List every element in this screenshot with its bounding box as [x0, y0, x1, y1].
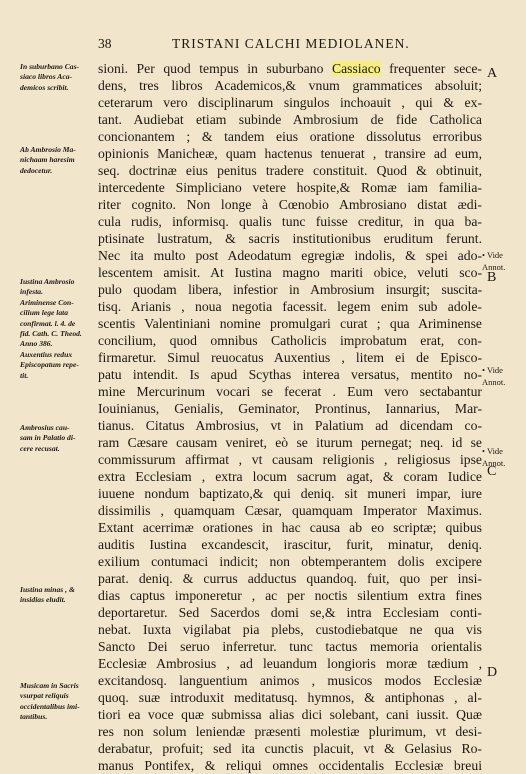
text-segment: deportaretur. Sed Sacerdos domi se,& intra Ecclesiam conti-	[98, 605, 482, 620]
text-segment: frequenter sece-	[380, 61, 482, 76]
margin-note-line: Iustina Ambrosio	[20, 277, 75, 286]
text-segment: lescentem amisit. At Iustina magno mariti obice, veluti sco-	[98, 265, 482, 280]
margin-note-line: demicos scribit.	[20, 82, 69, 92]
text-segment: manus Pontifex, & reliqui omnes occidentalis Ecclesiæ breui	[98, 758, 482, 773]
text-line	[98, 179, 482, 196]
text-line	[98, 604, 482, 621]
text-segment: scentis Valentiniani nomine promulgari curat ; qua Ariminense	[98, 316, 482, 331]
section-letter: B	[487, 270, 497, 285]
text-segment: parat. deniq. & currus adductus quandoq. fuit, quo per insi-	[98, 571, 482, 586]
margin-note-line: dedocetur.	[20, 165, 53, 175]
text-segment: exilium contumaci indicit; non obtemperantem dolis excipere	[98, 554, 482, 569]
section-letter: C	[487, 464, 497, 479]
text-segment: Ecclesiæ Ambrosius , ad leuandum longioris moræ tædium ,	[98, 656, 482, 671]
vide-annot-note: • Vide	[482, 250, 503, 260]
text-line	[98, 417, 482, 434]
text-segment: intercedente Simpliciano vetere hospite,& Romæ iam familia-	[98, 180, 482, 195]
text-segment: mine Mercurinum vocari se fecerat . Eum vero sectabantur	[98, 384, 482, 399]
text-segment: pulo quodam libera, infestior in Ambrosium insurgit; suscita-	[98, 282, 482, 297]
text-line	[98, 77, 482, 94]
text-segment: tisq. Arianis , noua negotia facessit. legem enim sub adole-	[98, 299, 482, 314]
margin-note-line: Ariminense Con-	[20, 297, 74, 307]
vide-annot-note: Annot.	[482, 262, 506, 272]
text-line	[98, 502, 482, 519]
margin-note-line: Ambrosius cau-	[20, 423, 70, 432]
text-line	[98, 315, 482, 332]
text-segment: excitandosq. languentium animos , musicos modos Ecclesiæ	[98, 673, 482, 688]
text-segment: firmaretur. Simul reuocatus Auxentius , litem ei de Episco-	[98, 350, 482, 365]
margin-note	[20, 681, 92, 723]
margin-note-line: siaco libros Aca-	[20, 72, 73, 82]
margin-note-line: tit.	[20, 370, 29, 380]
text-line	[98, 706, 482, 723]
text-segment: concilium, quod omnibus Catholicis improbatum erat, con-	[98, 333, 482, 348]
vide-annot-note: Annot.	[482, 458, 506, 468]
text-line	[98, 128, 482, 145]
text-line	[98, 349, 482, 366]
vide-annot-note: Annot.	[482, 377, 506, 387]
vide-annot-note: • Vide	[482, 365, 503, 375]
text-segment: quoq. suæ introduxit meditatusq. hymnos, & antiphonas , al-	[98, 690, 482, 705]
text-line	[98, 94, 482, 111]
text-line	[98, 553, 482, 570]
margin-note-line: infesta.	[20, 287, 43, 297]
text-segment: dias captus imponeretur , ac per noctis silentium extra fines	[98, 588, 482, 603]
text-segment: sioni. Per quod tempus in suburbano	[98, 61, 332, 76]
margin-note-line: nichaam haresim	[20, 155, 75, 165]
text-line	[98, 298, 482, 315]
text-segment: tiori ea voce quæ submissa alias dici solebant, cani iussit. Quæ	[98, 707, 482, 722]
section-letter: D	[487, 665, 498, 680]
margin-note	[20, 423, 92, 454]
text-line	[98, 400, 482, 417]
text-segment: tianus. Citatus Ambrosius, vt in Palatium ad dicendam co-	[98, 418, 482, 433]
text-line	[98, 111, 482, 128]
margin-note-line: Auxentius redux	[20, 349, 73, 359]
text-segment: res non solum leniendæ præsenti molestiæ plurimum, vt desi-	[98, 724, 482, 739]
text-line	[98, 621, 482, 638]
text-segment: riter cognito. Non longe à Cœnobio Ambrosiano distat ædi-	[98, 197, 482, 212]
text-line	[98, 638, 482, 655]
margin-note-line: In suburbano Cas-	[20, 62, 80, 71]
text-line	[98, 570, 482, 587]
margin-note	[20, 145, 92, 176]
margin-note-line: Musicam in Sacris	[20, 681, 79, 690]
margin-note-line: tantibus.	[20, 712, 48, 722]
text-line	[98, 451, 482, 468]
text-line	[98, 196, 482, 213]
margin-note	[20, 277, 92, 381]
margin-note-line: cere recusat.	[20, 443, 60, 453]
text-line	[98, 145, 482, 162]
margin-note-line: insidias eludit.	[20, 595, 66, 605]
running-title: TRISTANI CALCHI MEDIOLANEN.	[172, 36, 410, 51]
margin-note-line: Ab Ambrosio Ma-	[20, 145, 76, 154]
text-line	[98, 434, 482, 451]
margin-note	[20, 62, 92, 93]
text-line	[98, 485, 482, 502]
margin-note-line: Iustina minas , &	[20, 585, 75, 594]
text-line	[98, 230, 482, 247]
text-line	[98, 723, 482, 740]
text-line	[98, 366, 482, 383]
text-line	[98, 587, 482, 604]
text-segment: concionantem ; & tandem eius oratione dissolutus erroribus	[98, 129, 482, 144]
text-line	[98, 332, 482, 349]
text-line	[98, 468, 482, 485]
margin-note-line: fid. Cath. C. Theod.	[20, 329, 82, 339]
text-segment: derabatur, profuit; sed ita cunctis placuit, vt & Gelasius Ro-	[98, 741, 482, 756]
text-line	[98, 689, 482, 706]
text-segment: Sancto Dei seruo inferretur. tunc tactus memoria orientalis	[98, 639, 482, 654]
text-segment: opinionis Manicheæ, quam hactenus tenuerat , transire ad eum,	[98, 146, 482, 161]
text-segment: Iouinianus, Genialis, Geminator, Prontinus, Iannarius, Mar-	[98, 401, 482, 416]
text-segment: iuuene nondum baptizato,& qui deniq. sit muneri impar, iure	[98, 486, 482, 501]
margin-note-line: Episcopatum repe-	[20, 360, 79, 370]
text-line	[98, 264, 482, 281]
text-segment: ptisinate lustratum, & sacris institutionibus eruditum ferunt.	[98, 231, 482, 246]
text-segment: commissurum affirmat , vt causam religionis , religiosus ipse	[98, 452, 482, 467]
text-line	[98, 281, 482, 298]
margin-note-line: confirmat. l. 4. de	[20, 318, 76, 328]
text-segment: ram Cæsare causam veniret, eò se iturum pernegat; neq. id se	[98, 435, 482, 450]
section-letter: A	[487, 66, 498, 81]
highlighted-word: Cassiaco	[331, 61, 381, 76]
margin-note-line: Anno 386.	[20, 339, 53, 349]
text-line	[98, 162, 482, 179]
page-number: 38	[98, 36, 112, 51]
text-segment: seq. doctrinæ eius penitus tradere constituit. Quod & obtinuit,	[98, 163, 482, 178]
margin-note-line: cilium lege lata	[20, 308, 69, 318]
text-line	[98, 213, 482, 230]
margin-note	[20, 585, 92, 606]
text-segment: dens, tres libros Academicos,& vnum grammatices absoluit;	[98, 78, 482, 93]
margin-note-line: sam in Palatio di-	[20, 433, 76, 443]
text-line	[98, 519, 482, 536]
margin-note-line: vsurpat reliquis	[20, 691, 69, 701]
text-segment: cula rudis, informisq. qualis tunc fuisse creditur, in qua ba-	[98, 214, 482, 229]
vide-annot-note: • Vide	[482, 446, 503, 456]
text-segment: Extant acerrimæ orationes in hac causa ab eo scriptæ; quibus	[98, 520, 482, 535]
text-line	[98, 383, 482, 400]
text-segment: Nec ita multo post Adeodatum egregiæ indolis, & spei ado-	[98, 248, 482, 263]
margin-note-line: occidentalibus imi-	[20, 701, 80, 711]
text-line	[98, 672, 482, 689]
text-line	[98, 60, 482, 77]
text-segment: tant. Audiebat etiam subinde Ambrosium de fide Catholica	[98, 112, 482, 127]
text-line	[98, 740, 482, 757]
text-segment: dissimilis , quamquam Cæsar, quamquam Imperator Maximus.	[98, 503, 482, 518]
text-line	[98, 655, 482, 672]
text-line	[98, 247, 482, 264]
text-segment: extra Ecclesiam , extra locum sacrum agat, & coram Iudice	[98, 469, 482, 484]
text-segment: auditis Iustina excandescit, irascitur, furit, minatur, deniq.	[98, 537, 482, 552]
text-line	[98, 536, 482, 553]
text-segment: ceterarum vero disciplinarum singulos inchoauit , qui & ex-	[98, 95, 482, 110]
text-segment: patu intendit. Is apud Scythas interea versatus, mentito no-	[98, 367, 482, 382]
text-segment: nebat. Iuxta vigilabat pia plebs, custodiebatque ne qua vis	[98, 622, 482, 637]
